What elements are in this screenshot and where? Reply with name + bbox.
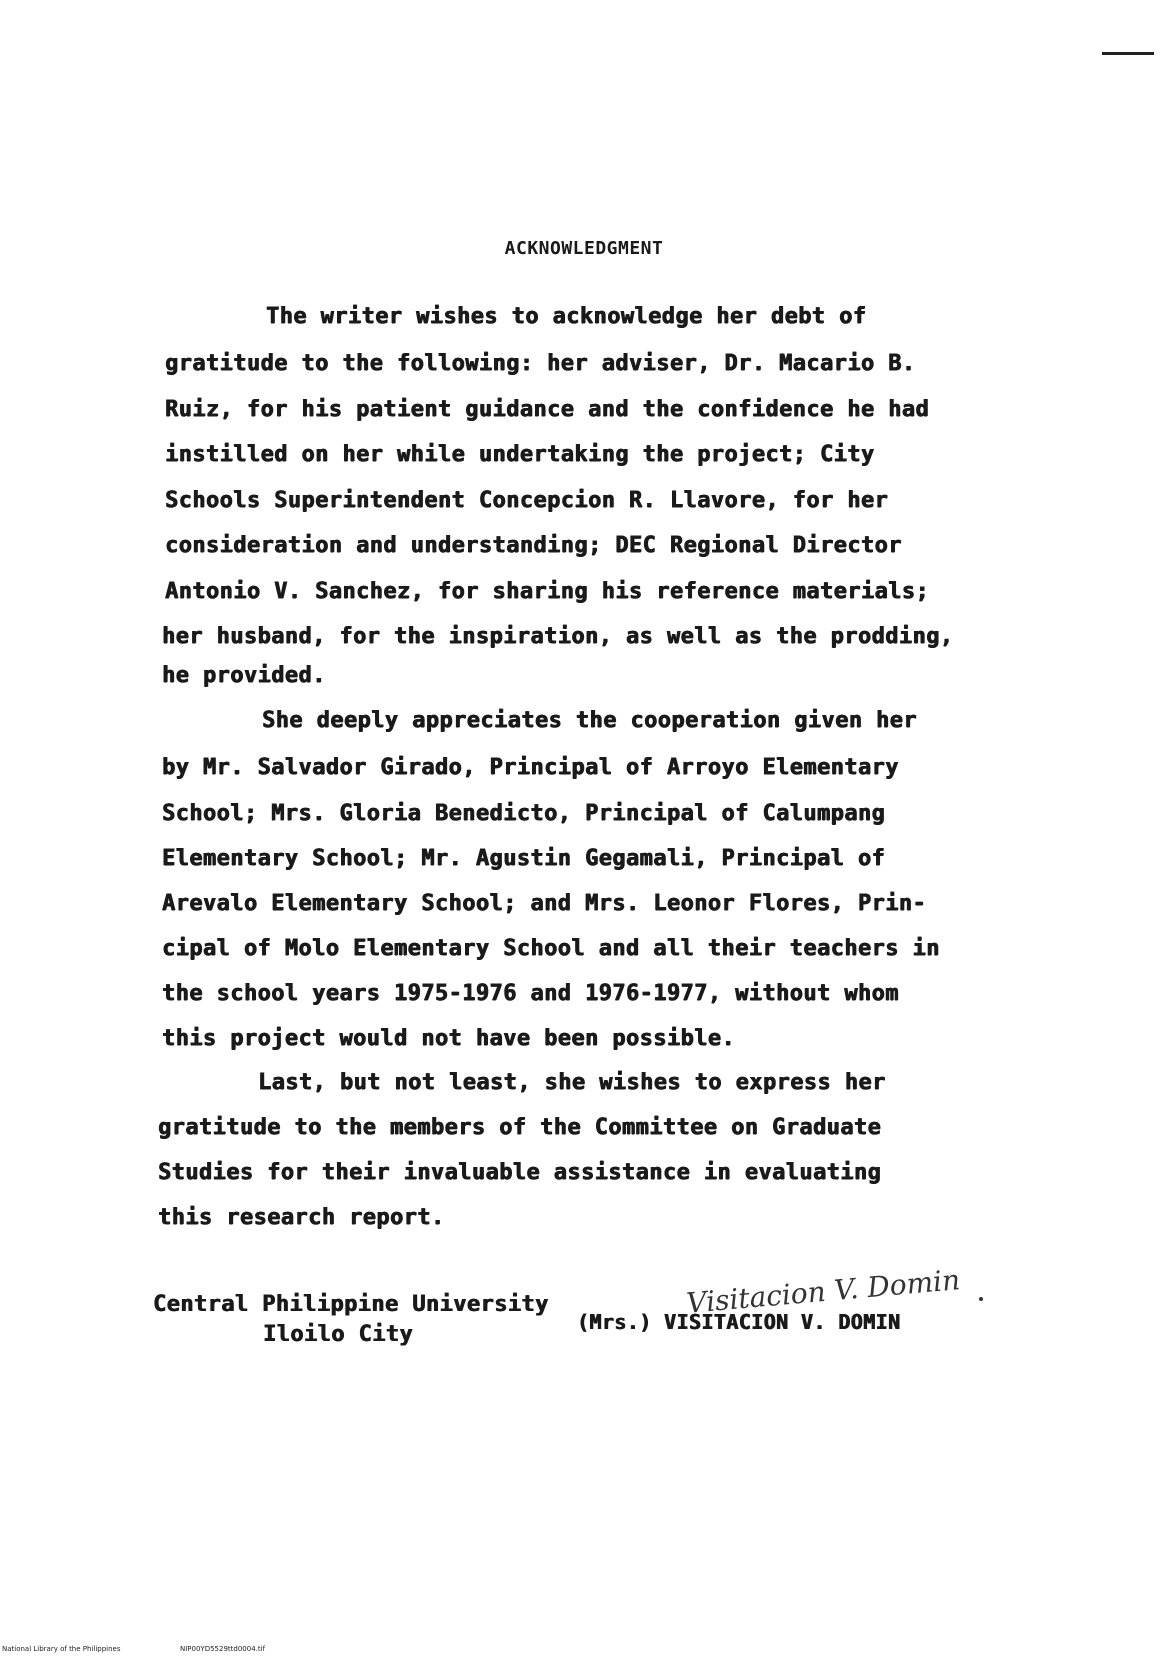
paragraph-2-line-8: this project would not have been possible. [162, 1026, 736, 1051]
paragraph-1-line-9: he provided. [162, 663, 326, 688]
paragraph-2-line-6: cipal of Molo Elementary School and all their teachers in [162, 936, 940, 961]
paragraph-2-line-5: Arevalo Elementary School; and Mrs. Leonor Flores, Prin- [162, 891, 927, 916]
affiliation-city: Iloilo City [263, 1322, 414, 1347]
paragraph-2-line-7: the school years 1975-1976 and 1976-1977, without whom [162, 981, 899, 1006]
paragraph-1-line-6: consideration and understanding; DEC Regional Director [165, 533, 902, 558]
paragraph-2-line-2: by Mr. Salvador Girado, Principal of Arroyo Elementary [162, 755, 899, 780]
page-title: ACKNOWLEDGMENT [504, 238, 664, 259]
handwritten-signature: Visitacion V. Domin [685, 1263, 962, 1320]
paragraph-2-line-1: She deeply appreciates the cooperation given her [262, 708, 917, 733]
paragraph-3-line-1: Last, but not least, she wishes to express her [258, 1070, 886, 1095]
paragraph-2-line-3: School; Mrs. Gloria Benedicto, Principal of Calumpang [162, 801, 886, 826]
paragraph-1-line-8: her husband, for the inspiration, as well as the prodding, [162, 624, 954, 649]
paragraph-1-line-5: Schools Superintendent Concepcion R. Llavore, for her [165, 488, 889, 513]
scan-speck [979, 1297, 983, 1301]
paragraph-3-line-4: this research report. [158, 1205, 445, 1230]
paragraph-1-line-1: The writer wishes to acknowledge her debt of [266, 304, 867, 329]
scan-artifact-mark [1102, 52, 1154, 55]
affiliation-university: Central Philippine University [153, 1292, 549, 1317]
paragraph-1-line-4: instilled on her while undertaking the project; City [165, 442, 875, 467]
paragraph-3-line-3: Studies for their invaluable assistance in evaluating [158, 1160, 882, 1185]
footer-filename: NIP00YD5529ttd0004.tif [180, 1645, 266, 1653]
paragraph-2-line-4: Elementary School; Mr. Agustin Gegamali, Principal of [162, 846, 886, 871]
footer-library: National Library of the Philippines [2, 1645, 121, 1653]
paragraph-1-line-3: Ruiz, for his patient guidance and the confidence he had [165, 397, 930, 422]
signatory-name: (Mrs.) VISITACION V. DOMIN [577, 1310, 901, 1334]
paragraph-1-line-2: gratitude to the following: her adviser, Dr. Macario B. [165, 351, 916, 376]
paragraph-1-line-7: Antonio V. Sanchez, for sharing his reference materials; [165, 579, 930, 604]
paragraph-3-line-2: gratitude to the members of the Committee on Graduate [158, 1115, 882, 1140]
